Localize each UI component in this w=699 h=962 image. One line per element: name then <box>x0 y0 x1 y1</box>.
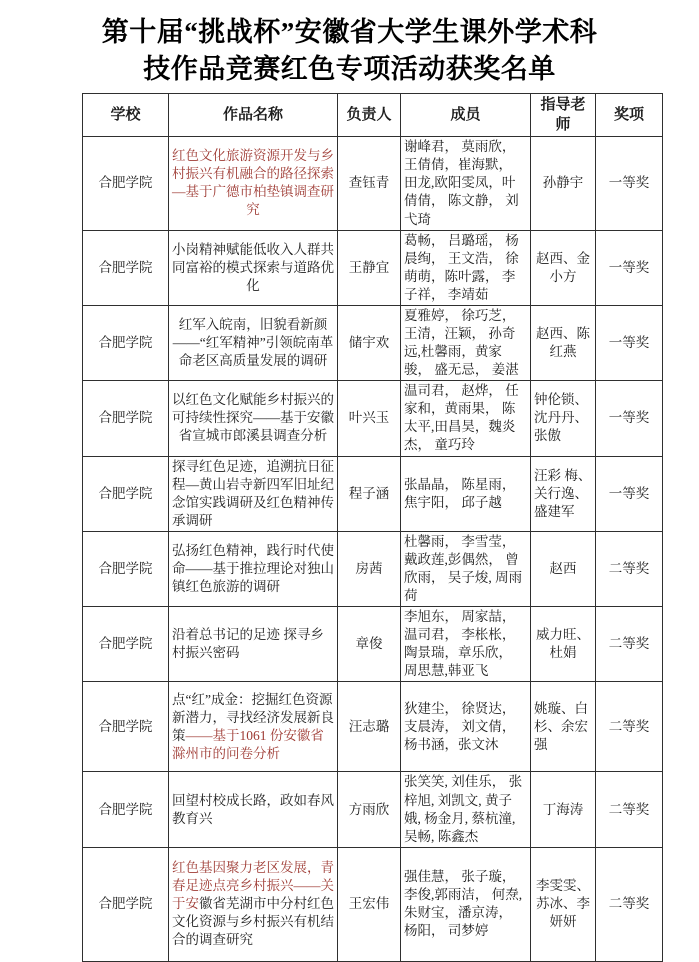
header-row <box>83 94 663 137</box>
column-header-award: 奖项 <box>596 94 663 137</box>
table-row <box>83 137 663 230</box>
leader-cell: 查钰青 <box>338 137 401 230</box>
title-cell <box>169 381 338 456</box>
table-row <box>83 230 663 305</box>
award-cell: 二等奖 <box>596 531 663 606</box>
title-red-segment: 红色基因聚力老区发展，青春足迹点亮乡村振兴——关于安 <box>172 860 334 912</box>
teachers-cell: 孙静宇 <box>531 137 596 230</box>
teachers-cell: 姚璇、白杉、余宏强 <box>531 682 596 772</box>
title-cell <box>169 682 338 772</box>
leader-cell: 王宏伟 <box>338 847 401 961</box>
members-cell: 杜馨雨， 李雪莹， 戴政莲,彭偶然， 曾欣雨， 吴子焌, 周雨荷 <box>401 531 531 606</box>
award-cell: 二等奖 <box>596 682 663 772</box>
leader-cell: 程子涵 <box>338 456 401 531</box>
page-title-line1: 第十届“挑战杯”安徽省大学生课外学术科 <box>101 17 598 47</box>
column-header-title: 作品名称 <box>169 94 338 137</box>
award-cell: 二等奖 <box>596 847 663 961</box>
school-cell: 合肥学院 <box>83 682 169 772</box>
awards-table <box>82 93 663 962</box>
members-cell: 张晶晶， 陈星雨， 焦宇阳， 邱子越 <box>401 456 531 531</box>
title-cell <box>169 847 338 961</box>
title-segment: 回望村校成长路，政如春风教育兴 <box>172 792 334 826</box>
teachers-cell: 丁海涛 <box>531 772 596 847</box>
column-header-members: 成员 <box>401 94 531 137</box>
title-segment: 沿着总书记的足迹 探寻乡村振兴密码 <box>172 627 324 661</box>
members-cell: 谢峰君， 莫雨欣， 王倩倩，崔海默， 田龙,欧阳雯凤，叶倩倩， 陈文静， 刘弋琦 <box>401 137 531 230</box>
leader-cell: 储宇欢 <box>338 305 401 380</box>
column-header-leader: 负责人 <box>338 94 401 137</box>
members-cell: 葛畅， 吕璐瑶， 杨晨绚， 王文浩， 徐萌萌，陈叶露， 李子祥， 李靖茹 <box>401 230 531 305</box>
page-title-line2: 技作品竞赛红色专项活动获奖名单 <box>143 54 556 84</box>
leader-cell: 汪志璐 <box>338 682 401 772</box>
award-cell: 二等奖 <box>596 607 663 682</box>
title-segment: 点“红”成金：挖掘红色资源新潜力，寻找经济发展新良策 <box>172 691 334 743</box>
teachers-cell: 威力旺、杜娟 <box>531 607 596 682</box>
title-cell <box>169 305 338 380</box>
table-row <box>83 682 663 772</box>
school-cell: 合肥学院 <box>83 607 169 682</box>
title-cell <box>169 531 338 606</box>
column-header-teachers: 指导老师 <box>531 94 596 137</box>
table-row <box>83 381 663 456</box>
table-row <box>83 847 663 961</box>
members-cell: 李旭东， 周家喆， 温司君， 李枨枨， 陶景瑞，章乐欣， 周思慧,韩亚飞 <box>401 607 531 682</box>
teachers-cell: 赵西 <box>531 531 596 606</box>
title-cell <box>169 607 338 682</box>
leader-cell: 王静宜 <box>338 230 401 305</box>
title-red-segment: ——基于1061 份安徽省滁州市的问卷分析 <box>172 727 324 762</box>
teachers-cell: 赵西、陈红燕 <box>531 305 596 380</box>
teachers-cell: 李雯雯、苏冰、李妍妍 <box>531 847 596 961</box>
title-segment: 小岗精神赋能低收入人群共同富裕的模式探索与道路优化 <box>172 241 334 293</box>
table-row <box>83 531 663 606</box>
award-cell: 二等奖 <box>596 772 663 847</box>
school-cell: 合肥学院 <box>83 137 169 230</box>
award-cell: 一等奖 <box>596 456 663 531</box>
leader-cell: 叶兴玉 <box>338 381 401 456</box>
title-cell <box>169 456 338 531</box>
table-row <box>83 305 663 380</box>
school-cell: 合肥学院 <box>83 772 169 847</box>
teachers-cell: 汪彩 梅、关行逸、盛建军 <box>531 456 596 531</box>
title-cell <box>169 772 338 847</box>
title-segment: 红军入皖南，旧貌看新颜——“红军精神”引领皖南革命老区高质量发展的调研 <box>172 316 334 369</box>
members-cell: 强佳慧， 张子璇， 李俊,郭雨洁， 何焘,朱财宝，潘京涛， 杨阳， 司梦婷 <box>401 847 531 961</box>
title-cell <box>169 137 338 230</box>
title-segment: 徽省芜湖市中分村红色文化资源与乡村振兴有机结合的调查研究 <box>172 896 334 948</box>
school-cell: 合肥学院 <box>83 456 169 531</box>
members-cell: 夏雅婷， 徐巧芝， 王清，汪颖， 孙奇远,杜馨雨，黄家骏， 盛无忌， 姜湛 <box>401 305 531 380</box>
page-title <box>10 14 689 88</box>
title-segment: 探寻红色足迹，追溯抗日征程—黄山岩寺新四军旧址纪念馆实践调研及红色精神传承调研 <box>172 458 334 528</box>
teachers-cell: 钟伦锁、沈丹丹、张傲 <box>531 381 596 456</box>
school-cell: 合肥学院 <box>83 230 169 305</box>
leader-cell: 方雨欣 <box>338 772 401 847</box>
school-cell: 合肥学院 <box>83 305 169 380</box>
title-cell <box>169 230 338 305</box>
title-red-segment: 红色文化旅游资源开发与乡村振兴有机融合的路径探索—基于广德市柏垫镇调查研究 <box>172 148 334 218</box>
table-row <box>83 607 663 682</box>
column-header-school: 学校 <box>83 94 169 137</box>
award-cell: 一等奖 <box>596 305 663 380</box>
award-cell: 一等奖 <box>596 137 663 230</box>
award-cell: 一等奖 <box>596 381 663 456</box>
school-cell: 合肥学院 <box>83 847 169 961</box>
members-cell: 狄建尘， 徐贤达， 支晨涛， 刘文倩， 杨书涵，张文沐 <box>401 682 531 772</box>
school-cell: 合肥学院 <box>83 531 169 606</box>
members-cell: 张笑笑, 刘佳乐， 张梓旭, 刘凯文, 黄子娥, 杨金月, 蔡杭潼,吴畅, 陈鑫杰 <box>401 772 531 847</box>
leader-cell: 房茜 <box>338 531 401 606</box>
members-cell: 温司君， 赵烨， 任家和，黄雨果， 陈太平,田昌昊，魏炎杰， 童巧玲 <box>401 381 531 456</box>
table-row <box>83 456 663 531</box>
teachers-cell: 赵西、金小方 <box>531 230 596 305</box>
leader-cell: 章俊 <box>338 607 401 682</box>
table-row <box>83 772 663 847</box>
award-cell: 一等奖 <box>596 230 663 305</box>
title-segment: 以红色文化赋能乡村振兴的可持续性探究——基于安徽省宣城市郎溪县调查分析 <box>172 392 334 444</box>
school-cell: 合肥学院 <box>83 381 169 456</box>
title-segment: 弘扬红色精神，践行时代使命——基于推拉理论对独山镇红色旅游的调研 <box>172 542 334 595</box>
